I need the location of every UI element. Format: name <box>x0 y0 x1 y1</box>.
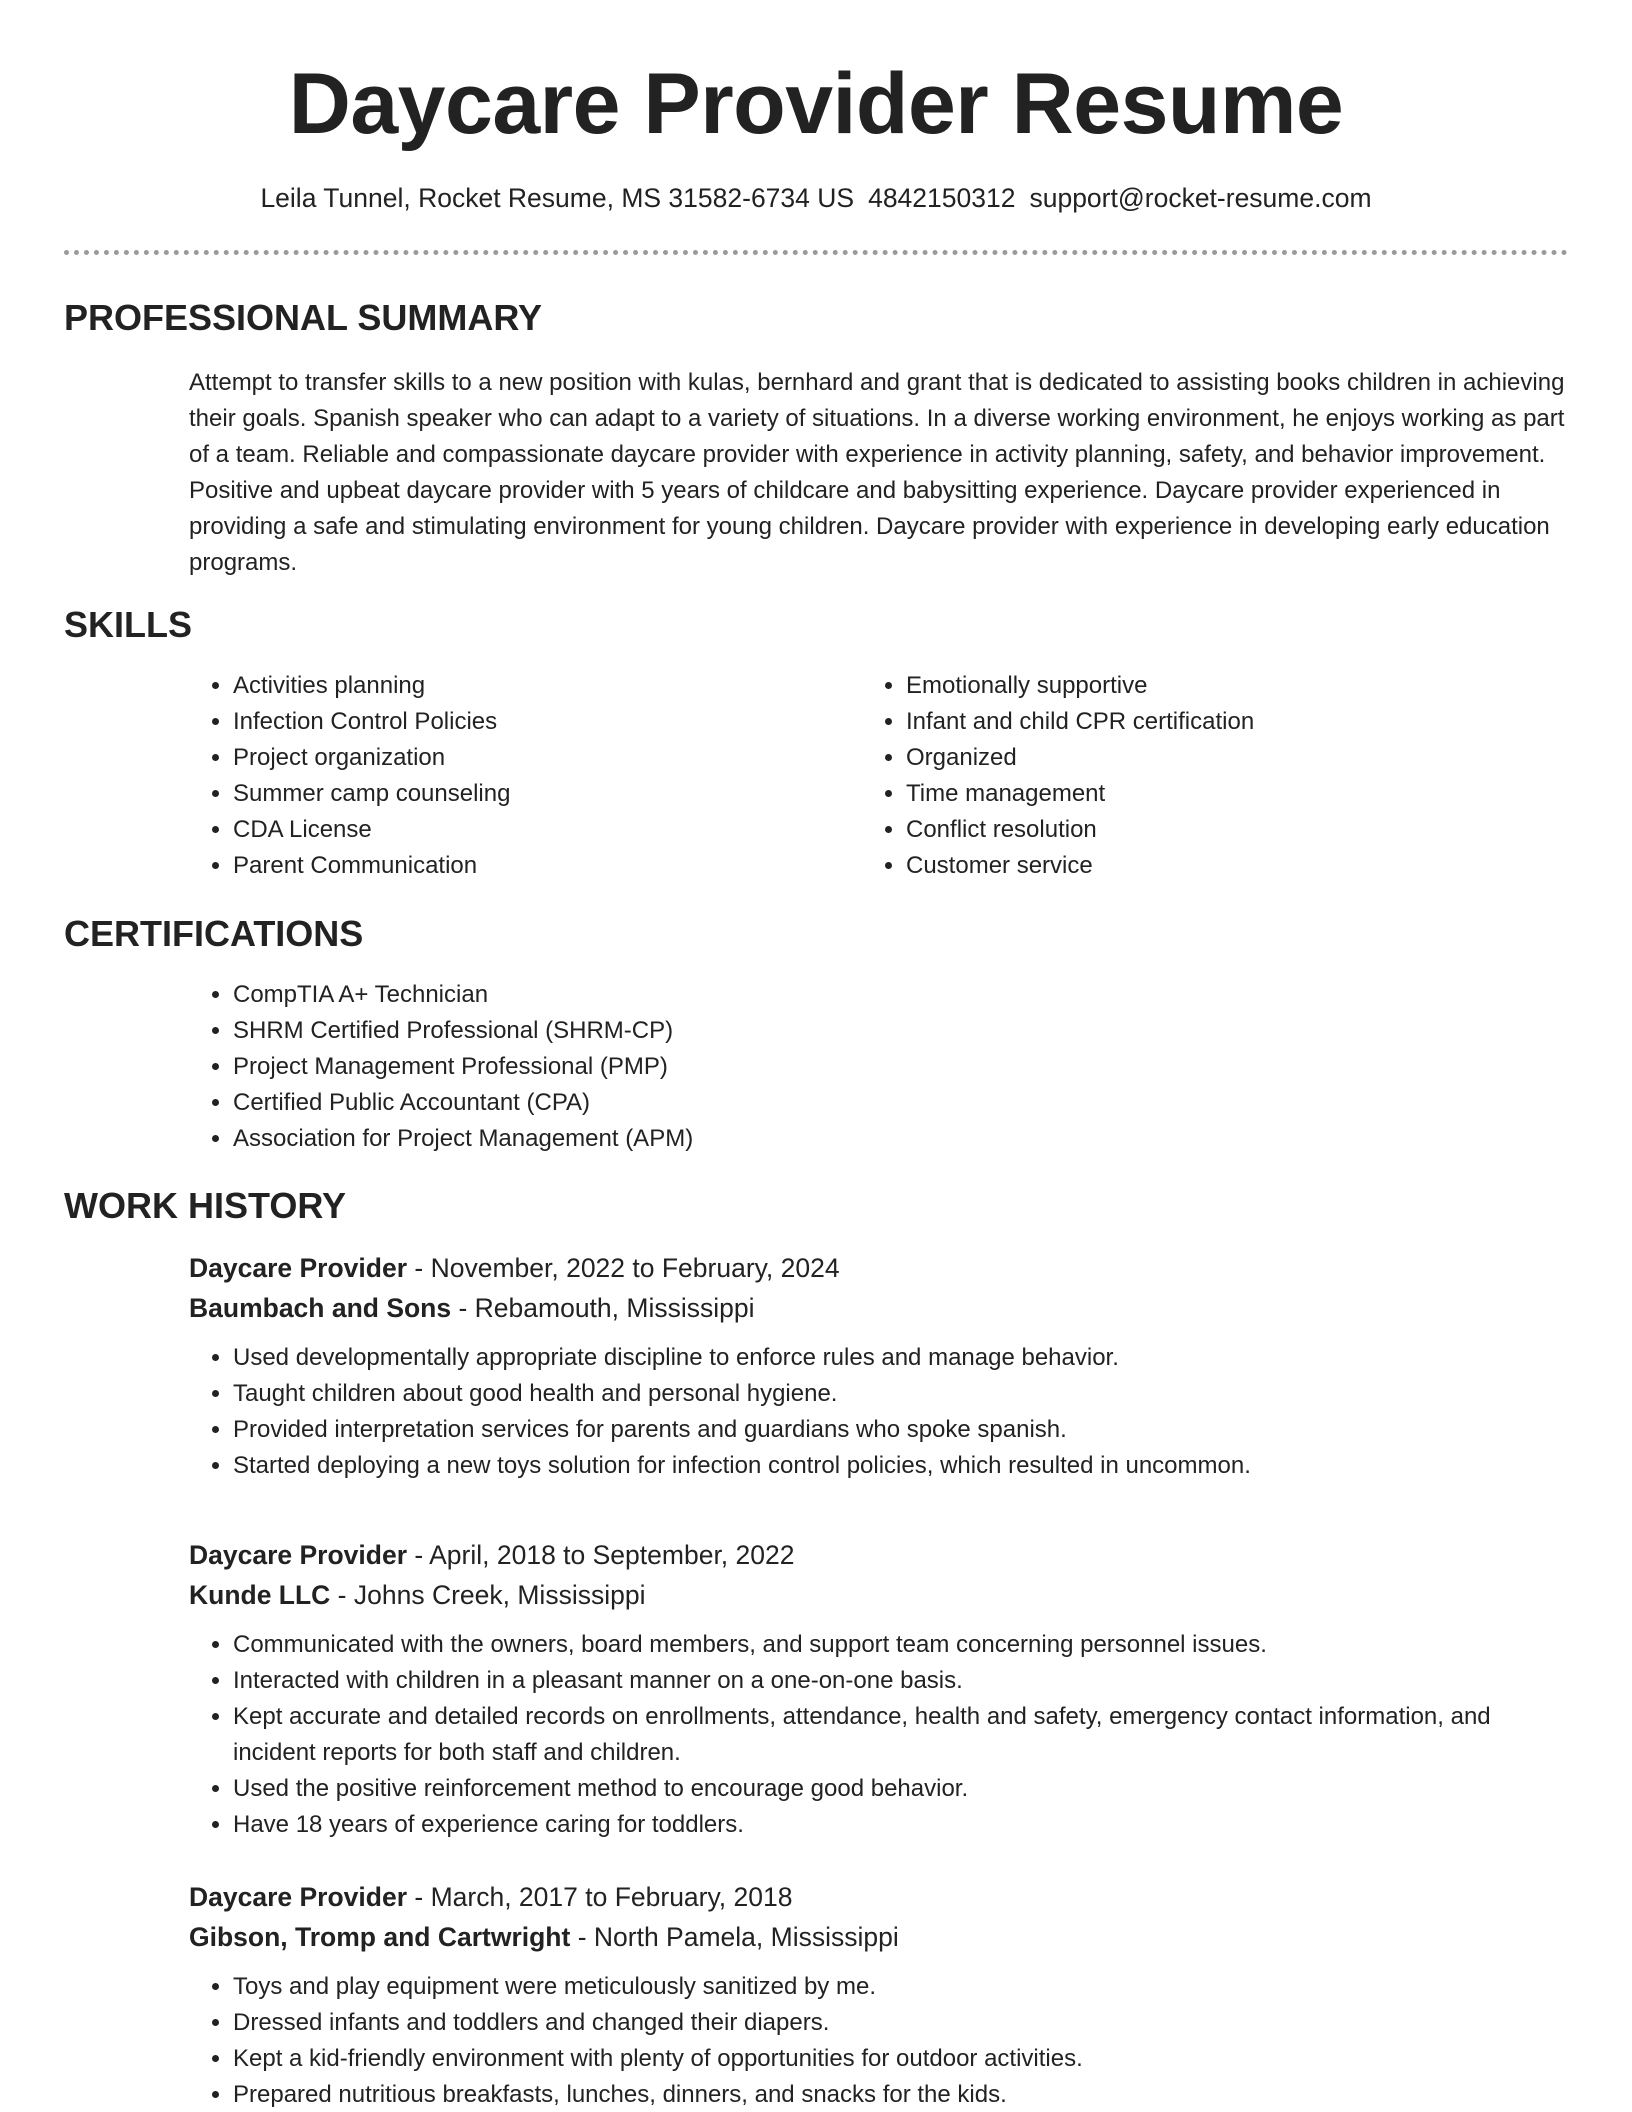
certifications-heading: CERTIFICATIONS <box>64 913 364 954</box>
job-dates: - November, 2022 to February, 2024 <box>407 1253 840 1283</box>
job-duty: • Used developmentally appropriate discipline to enforce rules and manage behavior. <box>233 1340 1569 1376</box>
job-duty: • Started deploying a new toys solution for infection control policies, which resulted in uncommon. <box>233 1448 1569 1484</box>
contact-email: support@rocket-resume.com <box>1029 183 1372 213</box>
job-company: Baumbach and Sons <box>189 1293 452 1323</box>
job-dates: - March, 2017 to February, 2018 <box>407 1882 793 1912</box>
job-role: Daycare Provider <box>189 1253 408 1283</box>
skill-item: • Emotionally supportive <box>906 668 1506 704</box>
skill-item: • Activities planning <box>233 668 833 704</box>
job-company: Gibson, Tromp and Cartwright <box>189 1922 571 1952</box>
contact-phone: 4842150312 <box>868 183 1016 213</box>
job-duty: • Interacted with children in a pleasant manner on a one-on-one basis. <box>233 1663 1569 1699</box>
job-duty: • Provided interpretation services for parents and guardians who spoke spanish. <box>233 1412 1569 1448</box>
job-entry <box>189 1535 1569 1843</box>
job-role: Daycare Provider <box>189 1882 408 1912</box>
job-location: - Rebamouth, Mississippi <box>451 1293 755 1323</box>
job-duty: • Kept a kid-friendly environment with plenty of opportunities for outdoor activities. <box>233 2041 1569 2077</box>
skills-list-right <box>862 668 1506 884</box>
skill-item: • Project organization <box>233 740 833 776</box>
summary-text: Attempt to transfer skills to a new position with kulas, bernhard and grant that is dedicated to assisting books children in achieving their goals. Spanish speaker who can adapt to a variety of situations. In a diverse working environment, he enjoys working as part of a team. Reliable and compassionate daycare provider with experience in activity planning, safety, and behavior improvement. Positive and upbeat daycare provider with 5 years of childcare and babysitting experience. Daycare provider experienced in providing a safe and stimulating environment for young children. Daycare provider with experience in developing early education programs. <box>189 369 1565 576</box>
job-role: Daycare Provider <box>189 1540 408 1570</box>
certification-item: • Association for Project Management (APM) <box>233 1121 1533 1157</box>
job-duty: • Taught children about good health and personal hygiene. <box>233 1376 1569 1412</box>
job-title-line <box>189 1248 1569 1288</box>
certification-item: • SHRM Certified Professional (SHRM-CP) <box>233 1013 1533 1049</box>
job-company-line <box>189 1575 1569 1615</box>
job-entry <box>189 1877 1569 2112</box>
job-duty: • Communicated with the owners, board members, and support team concerning personnel issues. <box>233 1627 1569 1663</box>
job-location: - Johns Creek, Mississippi <box>330 1580 646 1610</box>
job-duties-list <box>189 1340 1569 1484</box>
skill-item: • Customer service <box>906 848 1506 884</box>
skill-item: • CDA License <box>233 812 833 848</box>
job-duty: • Kept accurate and detailed records on enrollments, attendance, health and safety, emergency contact information, and incident reports for both staff and children. <box>233 1699 1569 1771</box>
skill-item: • Infant and child CPR certification <box>906 704 1506 740</box>
job-duty: • Prepared nutritious breakfasts, lunches, dinners, and snacks for the kids. <box>233 2077 1569 2112</box>
certifications-list <box>189 977 1533 1157</box>
job-duties-list <box>189 1627 1569 1843</box>
job-title-line <box>189 1877 1569 1917</box>
contact-address: Leila Tunnel, Rocket Resume, MS 31582-6734 US <box>260 183 855 213</box>
skills-list-left <box>189 668 833 884</box>
certification-item: • Project Management Professional (PMP) <box>233 1049 1533 1085</box>
job-title-line <box>189 1535 1569 1575</box>
skills-heading: SKILLS <box>64 604 193 645</box>
job-company-line <box>189 1288 1569 1328</box>
job-duty: • Used the positive reinforcement method to encourage good behavior. <box>233 1771 1569 1807</box>
job-entry <box>189 1248 1569 1484</box>
skill-item: • Organized <box>906 740 1506 776</box>
job-duty: • Have 18 years of experience caring for toddlers. <box>233 1807 1569 1843</box>
header-divider <box>64 250 1568 255</box>
job-company-line <box>189 1917 1569 1957</box>
job-duties-list <box>189 1969 1569 2112</box>
skill-item: • Time management <box>906 776 1506 812</box>
job-dates: - April, 2018 to September, 2022 <box>407 1540 795 1570</box>
certification-item: • Certified Public Accountant (CPA) <box>233 1085 1533 1121</box>
skill-item: • Conflict resolution <box>906 812 1506 848</box>
skill-item: • Summer camp counseling <box>233 776 833 812</box>
summary-heading: PROFESSIONAL SUMMARY <box>64 297 543 338</box>
job-location: - North Pamela, Mississippi <box>570 1922 899 1952</box>
work-history-heading: WORK HISTORY <box>64 1185 347 1226</box>
resume-title: Daycare Provider Resume <box>288 56 1344 152</box>
skill-item: • Parent Communication <box>233 848 833 884</box>
contact-line <box>0 178 1632 218</box>
job-company: Kunde LLC <box>189 1580 331 1610</box>
skill-item: • Infection Control Policies <box>233 704 833 740</box>
job-duty: • Toys and play equipment were meticulously sanitized by me. <box>233 1969 1569 2005</box>
certification-item: • CompTIA A+ Technician <box>233 977 1533 1013</box>
job-duty: • Dressed infants and toddlers and changed their diapers. <box>233 2005 1569 2041</box>
